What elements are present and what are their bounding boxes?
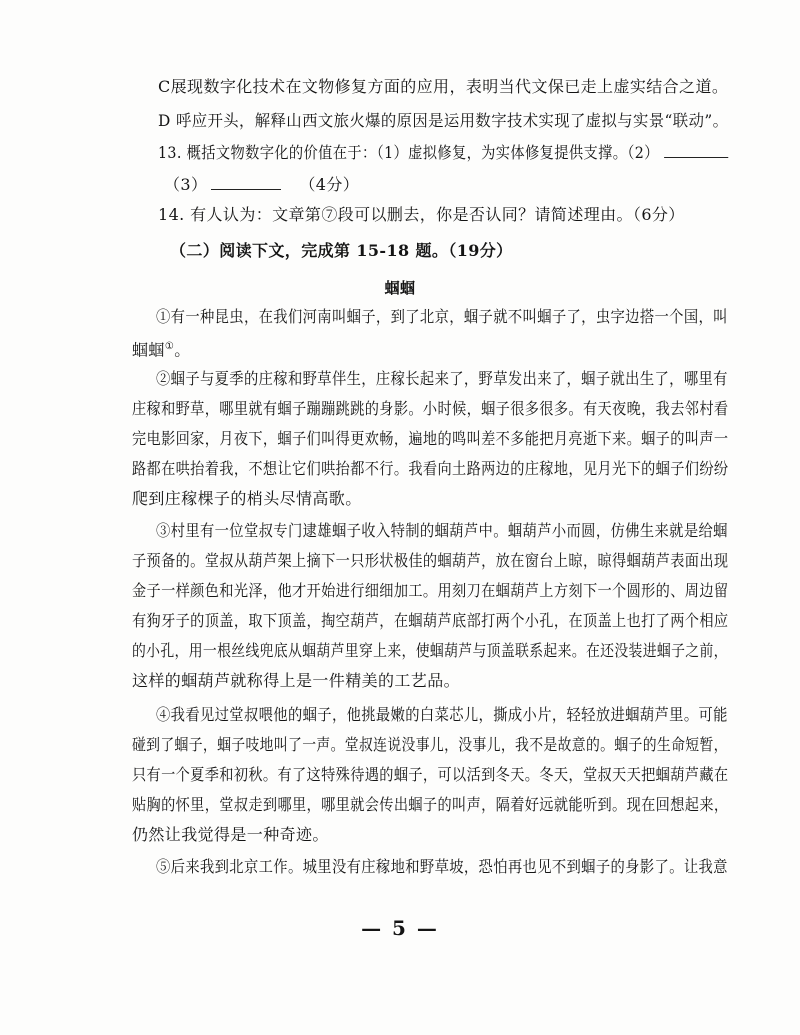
p3-line-2: 子预备的。堂叔从葫芦架上摘下一只形状极佳的蝈葫芦，放在窗台上晾，晾得蝈葫芦表面出现: [132, 551, 729, 570]
p2-line-2: 庄稼和野草，哪里就有蝈子蹦蹦跳跳的身影。小时候，蝈子很多很多。有天夜晚，我去邻村看: [132, 399, 729, 418]
p5-line-1: ⑤后来我到北京工作。城里没有庄稼地和野草坡，恐怕再也见不到蝈子的身影了。让我意: [156, 857, 728, 876]
footnote-marker: ①: [164, 341, 175, 352]
p3-line-3: 金子一样颜色和光泽，他才开始进行细细加工。用刻刀在蝈葫芦上方刻下一个圆形的、周边留: [132, 581, 729, 600]
p2-line-4: 路都在哄抬着我，不想让它们哄抬都不行。我看向土路两边的庄稼地，见月光下的蝈子们纷纷: [132, 459, 729, 478]
p4-line-2: 碰到了蝈子，蝈子吱地叫了一声。堂叔连说没事儿，没事儿，我不是故意的。蝈子的生命短暂，: [132, 735, 728, 754]
option-d: D 呼应开头，解释山西文旅火爆的原因是运用数字技术实现了虚拟与实景“联动”。: [158, 111, 729, 130]
p2-line-5: 爬到庄稼棵子的梢头尽情高歌。: [132, 489, 362, 508]
p4-line-5: 仍然让我觉得是一种奇迹。: [132, 825, 329, 844]
question-13-text: 13. 概括文物数字化的价值在于：（1）虚拟修复，为实体修复提供支撑。（2）: [158, 143, 659, 162]
p4-line-3: 只有一个夏季和初秋。有了这特殊待遇的蝈子，可以活到冬天。冬天，堂叔天天把蝈葫芦藏在: [132, 765, 729, 784]
p1-line-1: ①有一种昆虫，在我们河南叫蝈子，到了北京，蝈子就不叫蝈子了，虫字边搭一个国，叫: [156, 307, 728, 326]
option-c: C展现数字化技术在文物修复方面的应用，表明当代文保已走上虚实结合之道。: [158, 77, 729, 96]
question-14: 14. 有人认为：文章第⑦段可以删去，你是否认同？请简述理由。（6分）: [158, 205, 685, 224]
p3-line-6: 这样的蝈葫芦就称得上是一件精美的工艺品。: [132, 671, 461, 690]
p1-line-2: 蝈蝈①。: [132, 340, 191, 360]
p3-line-4: 有狗牙子的顶盖，取下顶盖，掏空葫芦，在蝈葫芦底部打两个小孔，在顶盖上也打了两个相应: [132, 611, 729, 630]
section-heading: （二）阅读下文，完成第 15-18 题。（19分）: [170, 241, 513, 260]
p2-line-1: ②蝈子与夏季的庄稼和野草伴生，庄稼长起来了，野草发出来了，蝈子就出生了，哪里有: [156, 369, 728, 388]
answer-blank-3: [211, 175, 281, 190]
p3-line-5: 的小孔，用一根丝线兜底从蝈葫芦里穿上来，使蝈葫芦与顶盖联系起来。在还没装进蝈子之前，: [132, 641, 728, 660]
answer-blank-2: [664, 143, 728, 158]
question-13-item3-label: （3）: [164, 175, 208, 194]
article-title: 蝈蝈: [384, 279, 416, 297]
p3-line-1: ③村里有一位堂叔专门逮雄蝈子收入特制的蝈葫芦中。蝈葫芦小而圆，仿佛生来就是给蝈: [156, 521, 728, 540]
p2-line-3: 完电影回家，月夜下，蝈子们叫得更欢畅，遍地的鸣叫差不多能把月亮逝下来。蝈子的叫声一: [132, 429, 729, 448]
question-13: [158, 142, 728, 164]
page-number: — 5 —: [361, 916, 439, 940]
p1-text: 蝈蝈: [132, 340, 165, 360]
p4-line-1: ④我看见过堂叔喂他的蝈子，他挑最嫩的白菜芯儿，撕成小片，轻轻放进蝈葫芦里。可能: [156, 705, 728, 724]
question-13-score: （4分）: [299, 175, 360, 194]
p4-line-4: 贴胸的怀里，堂叔走到哪里，哪里就会传出蝈子的叫声，隔着好远就能听到。现在回想起来，: [132, 795, 729, 814]
question-13-continued: [164, 174, 359, 196]
